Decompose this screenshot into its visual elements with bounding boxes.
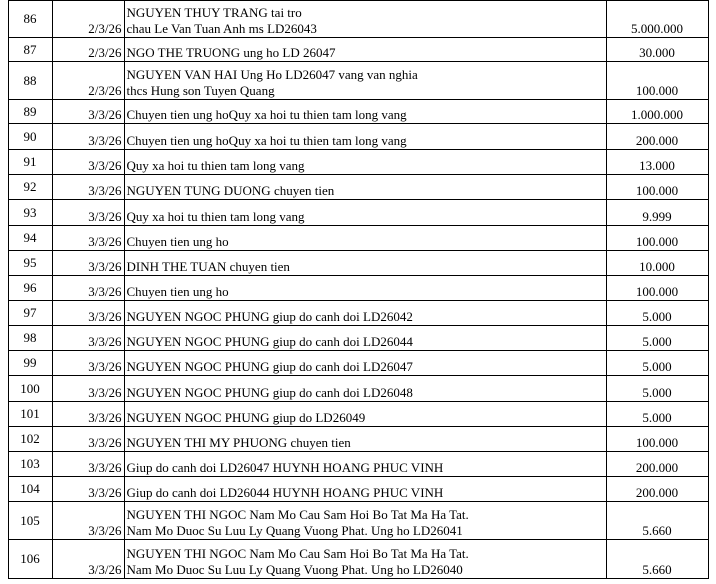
- table-row: [0, 226, 716, 251]
- row-description: [124, 376, 606, 402]
- row-date: 3/3/26: [52, 351, 124, 376]
- description-line: NGUYEN VAN HAI Ung Ho LD26047 vang van nghia: [126, 67, 418, 82]
- row-date: 3/3/26: [52, 502, 124, 540]
- row-description: [124, 351, 606, 376]
- row-description: [124, 150, 606, 175]
- row-number: 100: [8, 376, 52, 402]
- row-number: 90: [8, 124, 52, 150]
- row-description: [124, 402, 606, 427]
- row-left-edge: [0, 502, 8, 540]
- row-amount: 100.000: [606, 62, 708, 100]
- row-left-edge: [0, 251, 8, 276]
- row-number: 91: [8, 150, 52, 175]
- row-date: 3/3/26: [52, 226, 124, 251]
- table-row: [0, 62, 716, 100]
- row-number: 105: [8, 502, 52, 540]
- description-line: NGUYEN THUY TRANG tai tro: [126, 5, 302, 20]
- row-left-edge: [0, 402, 8, 427]
- description-line: Chuyen tien ung hoQuy xa hoi tu thien tam long vang: [126, 133, 407, 148]
- table-row: [0, 175, 716, 200]
- row-amount: 100.000: [606, 226, 708, 251]
- row-left-edge: [0, 175, 8, 200]
- row-number: 99: [8, 351, 52, 376]
- row-right-edge: [708, 376, 716, 402]
- table-row: [0, 301, 716, 326]
- description-line: NGUYEN THI NGOC Nam Mo Cau Sam Hoi Bo Tat Ma Ha Tat.: [126, 546, 469, 561]
- table-row: [0, 540, 716, 579]
- description-line: thcs Hung son Tuyen Quang: [126, 83, 275, 98]
- row-right-edge: [708, 301, 716, 326]
- row-number: 106: [8, 540, 52, 579]
- row-number: 93: [8, 200, 52, 226]
- row-right-edge: [708, 226, 716, 251]
- row-date: 3/3/26: [52, 100, 124, 124]
- row-amount: 30.000: [606, 38, 708, 62]
- row-description: [124, 452, 606, 477]
- row-right-edge: [708, 351, 716, 376]
- row-amount: 5.000: [606, 376, 708, 402]
- row-date: 2/3/26: [52, 62, 124, 100]
- row-amount: 100.000: [606, 427, 708, 452]
- row-number: 104: [8, 477, 52, 502]
- row-number: 98: [8, 326, 52, 351]
- row-number: 89: [8, 100, 52, 124]
- row-amount: 5.000: [606, 402, 708, 427]
- row-left-edge: [0, 477, 8, 502]
- row-date: 3/3/26: [52, 150, 124, 175]
- row-amount: 200.000: [606, 477, 708, 502]
- row-right-edge: [708, 477, 716, 502]
- row-date: 3/3/26: [52, 301, 124, 326]
- table-row: [0, 100, 716, 124]
- row-left-edge: [0, 150, 8, 175]
- row-left-edge: [0, 200, 8, 226]
- row-description: [124, 38, 606, 62]
- row-right-edge: [708, 150, 716, 175]
- description-line: Nam Mo Duoc Su Luu Ly Quang Vuong Phat. Ung ho LD26040: [126, 562, 463, 577]
- description-line: Chuyen tien ung ho: [126, 234, 229, 249]
- row-date: 3/3/26: [52, 175, 124, 200]
- description-line: NGUYEN NGOC PHUNG giup do canh doi LD26048: [126, 385, 413, 400]
- row-number: 95: [8, 251, 52, 276]
- row-number: 96: [8, 276, 52, 301]
- row-description: [124, 251, 606, 276]
- row-description: [124, 175, 606, 200]
- row-amount: 5.660: [606, 540, 708, 579]
- row-date: 2/3/26: [52, 38, 124, 62]
- row-left-edge: [0, 376, 8, 402]
- description-line: NGO THE TRUONG ung ho LD 26047: [126, 45, 336, 60]
- description-line: Quy xa hoi tu thien tam long vang: [126, 158, 305, 173]
- description-line: NGUYEN NGOC PHUNG giup do LD26049: [126, 410, 366, 425]
- row-right-edge: [708, 276, 716, 301]
- row-left-edge: [0, 351, 8, 376]
- row-right-edge: [708, 452, 716, 477]
- table-row: [0, 477, 716, 502]
- row-right-edge: [708, 326, 716, 351]
- row-left-edge: [0, 276, 8, 301]
- row-description: [124, 100, 606, 124]
- row-amount: 13.000: [606, 150, 708, 175]
- row-amount: 200.000: [606, 452, 708, 477]
- row-number: 92: [8, 175, 52, 200]
- row-left-edge: [0, 124, 8, 150]
- row-right-edge: [708, 200, 716, 226]
- row-right-edge: [708, 540, 716, 579]
- row-amount: 10.000: [606, 251, 708, 276]
- table-row: [0, 38, 716, 62]
- row-amount: 100.000: [606, 175, 708, 200]
- row-description: [124, 477, 606, 502]
- row-right-edge: [708, 100, 716, 124]
- description-line: NGUYEN THI MY PHUONG chuyen tien: [126, 435, 351, 450]
- table-row: [0, 200, 716, 226]
- row-amount: 5.000: [606, 351, 708, 376]
- table-row: [0, 326, 716, 351]
- row-number: 87: [8, 38, 52, 62]
- table-row: [0, 376, 716, 402]
- row-description: [124, 1, 606, 38]
- row-amount: 9.999: [606, 200, 708, 226]
- row-left-edge: [0, 226, 8, 251]
- row-right-edge: [708, 175, 716, 200]
- table-row: [0, 427, 716, 452]
- row-number: 88: [8, 62, 52, 100]
- row-left-edge: [0, 38, 8, 62]
- row-amount: 5.000: [606, 301, 708, 326]
- row-amount: 1.000.000: [606, 100, 708, 124]
- table-row: [0, 402, 716, 427]
- row-description: [124, 226, 606, 251]
- description-line: chau Le Van Tuan Anh ms LD26043: [126, 21, 317, 36]
- table-row: [0, 452, 716, 477]
- description-line: Giup do canh doi LD26044 HUYNH HOANG PHUC VINH: [126, 485, 444, 500]
- table-row: [0, 150, 716, 175]
- row-left-edge: [0, 1, 8, 38]
- row-left-edge: [0, 301, 8, 326]
- description-line: NGUYEN NGOC PHUNG giup do canh doi LD26047: [126, 359, 413, 374]
- row-description: [124, 301, 606, 326]
- row-number: 97: [8, 301, 52, 326]
- row-left-edge: [0, 452, 8, 477]
- table-row: [0, 251, 716, 276]
- row-right-edge: [708, 1, 716, 38]
- description-line: Chuyen tien ung ho: [126, 284, 229, 299]
- row-date: 3/3/26: [52, 200, 124, 226]
- row-right-edge: [708, 38, 716, 62]
- row-number: 86: [8, 1, 52, 38]
- row-right-edge: [708, 427, 716, 452]
- row-number: 101: [8, 402, 52, 427]
- row-description: [124, 200, 606, 226]
- row-date: 3/3/26: [52, 376, 124, 402]
- row-left-edge: [0, 427, 8, 452]
- row-date: 3/3/26: [52, 427, 124, 452]
- row-date: 3/3/26: [52, 251, 124, 276]
- row-description: [124, 540, 606, 579]
- row-date: 3/3/26: [52, 452, 124, 477]
- description-line: Giup do canh doi LD26047 HUYNH HOANG PHUC VINH: [126, 460, 444, 475]
- row-description: [124, 427, 606, 452]
- row-left-edge: [0, 326, 8, 351]
- row-date: 3/3/26: [52, 402, 124, 427]
- description-line: Nam Mo Duoc Su Luu Ly Quang Vuong Phat. Ung ho LD26041: [126, 523, 463, 538]
- table-row: [0, 502, 716, 540]
- table-row: [0, 1, 716, 38]
- row-amount: 5.000.000: [606, 1, 708, 38]
- description-line: DINH THE TUAN chuyen tien: [126, 259, 290, 274]
- row-right-edge: [708, 251, 716, 276]
- table-row: [0, 124, 716, 150]
- row-amount: 100.000: [606, 276, 708, 301]
- table-body: [0, 1, 716, 579]
- row-number: 103: [8, 452, 52, 477]
- row-amount: 5.660: [606, 502, 708, 540]
- row-right-edge: [708, 502, 716, 540]
- row-amount: 200.000: [606, 124, 708, 150]
- row-description: [124, 124, 606, 150]
- row-amount: 5.000: [606, 326, 708, 351]
- table-row: [0, 351, 716, 376]
- description-line: Chuyen tien ung hoQuy xa hoi tu thien tam long vang: [126, 107, 407, 122]
- description-line: NGUYEN TUNG DUONG chuyen tien: [126, 183, 335, 198]
- row-date: 3/3/26: [52, 276, 124, 301]
- row-date: 3/3/26: [52, 540, 124, 579]
- description-line: NGUYEN NGOC PHUNG giup do canh doi LD26042: [126, 309, 413, 324]
- row-description: [124, 62, 606, 100]
- description-line: NGUYEN NGOC PHUNG giup do canh doi LD26044: [126, 334, 413, 349]
- row-date: 3/3/26: [52, 326, 124, 351]
- row-description: [124, 502, 606, 540]
- row-right-edge: [708, 402, 716, 427]
- description-line: NGUYEN THI NGOC Nam Mo Cau Sam Hoi Bo Tat Ma Ha Tat.: [126, 507, 469, 522]
- table-row: [0, 276, 716, 301]
- row-right-edge: [708, 62, 716, 100]
- row-number: 102: [8, 427, 52, 452]
- row-left-edge: [0, 62, 8, 100]
- description-line: Quy xa hoi tu thien tam long vang: [126, 209, 305, 224]
- row-date: 3/3/26: [52, 477, 124, 502]
- row-left-edge: [0, 100, 8, 124]
- row-date: 3/3/26: [52, 124, 124, 150]
- row-description: [124, 276, 606, 301]
- row-right-edge: [708, 124, 716, 150]
- row-left-edge: [0, 540, 8, 579]
- row-number: 94: [8, 226, 52, 251]
- row-description: [124, 326, 606, 351]
- row-date: 2/3/26: [52, 1, 124, 38]
